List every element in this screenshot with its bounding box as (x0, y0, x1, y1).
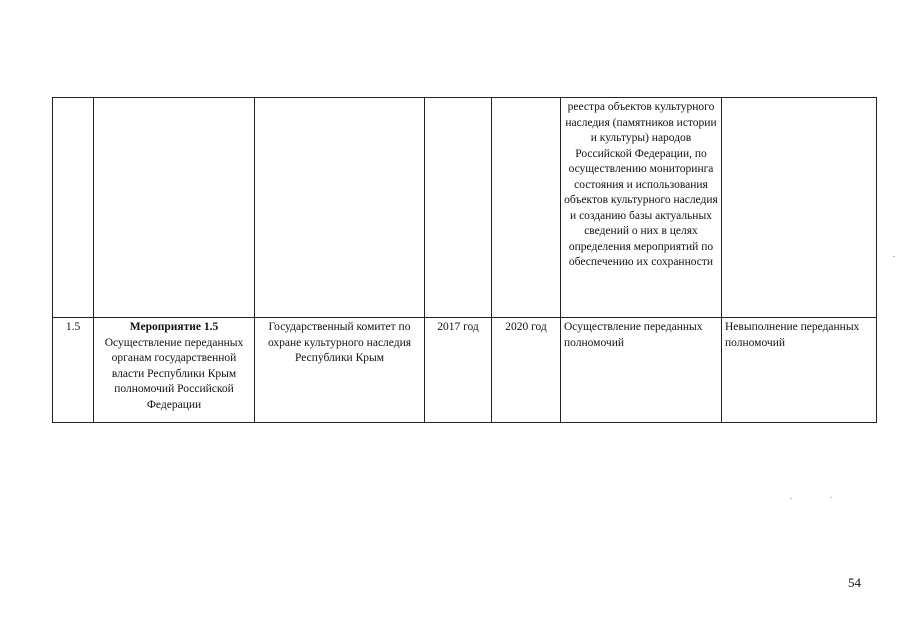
cell-result-continued (561, 98, 722, 318)
table-row-1-5 (53, 318, 877, 423)
expected-result-text: Осуществление переданных полномочий (564, 321, 703, 349)
cell-number (53, 318, 94, 423)
cell-number-empty (53, 98, 94, 318)
consequence-text: Невыполнение переданных полномочий (725, 321, 860, 349)
scan-speck (830, 497, 832, 498)
program-measures-table (52, 97, 877, 423)
end-year-text: 2020 год (505, 321, 547, 333)
result-continued-text: реестра объектов культурного наследия (памятников истории и культуры) народов Российской Федерации, по осуществлению мониторинга состояния и использования объектов культурного наследия и созданию базы актуальных сведений о них в целях определения мероприятий по обеспечению их сохранности (564, 101, 718, 268)
cell-measure-empty (94, 98, 255, 318)
cell-end-year (492, 318, 561, 423)
measure-description: Осуществление переданных органам государственной власти Республики Крым полномочий Российской Федерации (104, 336, 244, 411)
start-year-text: 2017 год (437, 321, 479, 333)
row-number: 1.5 (65, 321, 81, 333)
cell-consequence (722, 318, 877, 423)
table-row-continued (53, 98, 877, 318)
scan-speck (790, 498, 792, 499)
cell-consequence-empty (722, 98, 877, 318)
cell-start-year (425, 318, 492, 423)
cell-expected-result (561, 318, 722, 423)
cell-executor-empty (255, 98, 425, 318)
page-number: 54 (848, 575, 861, 590)
measure-title: Мероприятие 1.5 (129, 321, 219, 333)
cell-end-empty (492, 98, 561, 318)
cell-executor (255, 318, 425, 423)
cell-measure (94, 318, 255, 423)
executor-text: Государственный комитет по охране культурного наследия Республики Крым (267, 321, 412, 364)
cell-start-empty (425, 98, 492, 318)
scan-speck (893, 256, 895, 257)
